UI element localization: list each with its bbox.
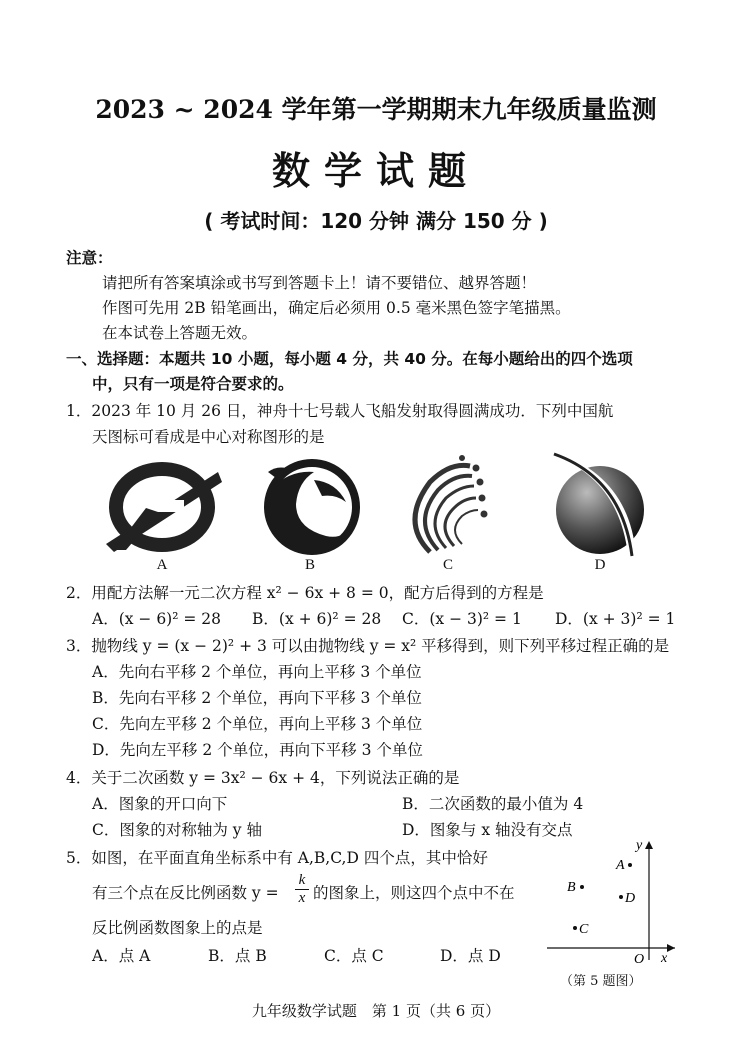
q4-option-c: C．图象的对称轴为 y 轴 bbox=[92, 821, 262, 839]
logo-d-icon bbox=[554, 452, 644, 556]
q1-stem-cont: 天图标可看成是中心对称图形的是 bbox=[92, 428, 325, 446]
logo-a-label: A bbox=[156, 557, 168, 573]
logo-d-label: D bbox=[594, 557, 606, 573]
point-c bbox=[573, 926, 577, 930]
q2-option-b: B．(x + 6)² = 28 bbox=[252, 610, 382, 628]
notes-label: 注意： bbox=[66, 249, 113, 267]
q5-stem-a: 有三个点在反比例函数 y = bbox=[92, 884, 279, 902]
logo-a-icon bbox=[106, 469, 222, 552]
logo-c-icon bbox=[415, 456, 487, 553]
q3-option-b: B．先向右平移 2 个单位，再向下平移 3 个单位 bbox=[92, 689, 422, 707]
y-axis-arrow-icon bbox=[645, 841, 653, 849]
fraction-denominator: x bbox=[298, 890, 306, 906]
logo-b-icon bbox=[268, 463, 356, 551]
section-heading-cont: 中，只有一项是符合要求的。 bbox=[92, 375, 294, 393]
x-axis-label: x bbox=[661, 951, 668, 965]
subject-title: 数学试题 bbox=[271, 148, 480, 193]
q2-option-c: C．(x − 3)² = 1 bbox=[402, 610, 522, 628]
origin-label: O bbox=[634, 952, 645, 965]
q5-option-b: B．点 B bbox=[208, 947, 267, 965]
x-axis-arrow-icon bbox=[667, 944, 675, 952]
q5-option-d: D．点 D bbox=[440, 947, 501, 965]
logo-b-label: B bbox=[304, 557, 315, 573]
section-heading: 一、选择题：本题共 10 小题，每小题 4 分，共 40 分。在每小题给出的四个选项 bbox=[66, 350, 633, 368]
q5-coordinate-figure bbox=[545, 835, 685, 965]
point-b-label: B bbox=[567, 880, 576, 895]
q4-option-d: D．图象与 x 轴没有交点 bbox=[402, 821, 573, 839]
point-b bbox=[580, 885, 584, 889]
q5-stem-b: 的图象上，则这四个点中不在 bbox=[313, 884, 515, 902]
q5-fraction bbox=[295, 872, 309, 907]
exam-meta: ( 考试时间：120 分钟 满分 150 分 ) bbox=[204, 209, 548, 233]
q5-stem-cont: 反比例函数图象上的点是 bbox=[92, 919, 263, 937]
point-a bbox=[628, 863, 632, 867]
point-c-label: C bbox=[579, 922, 589, 937]
note-line: 在本试卷上答题无效。 bbox=[102, 324, 258, 342]
logo-c-label: C bbox=[442, 557, 453, 573]
note-line: 请把所有答案填涂或书写到答题卡上！请不要错位、越界答题！ bbox=[102, 274, 537, 292]
point-a-label: A bbox=[616, 858, 625, 873]
q4-option-b: B．二次函数的最小值为 4 bbox=[402, 795, 584, 813]
q3-option-d: D．先向左平移 2 个单位，再向下平移 3 个单位 bbox=[92, 741, 423, 759]
q5-stem: 5．如图，在平面直角坐标系中有 A,B,C,D 四个点，其中恰好 bbox=[66, 849, 488, 867]
q3-stem: 3．抛物线 y = (x − 2)² + 3 可以由抛物线 y = x² 平移得到，则下列平移过程正确的是 bbox=[66, 637, 670, 655]
page-footer: 九年级数学试题 第 1 页（共 6 页） bbox=[251, 1002, 501, 1020]
point-d-label: D bbox=[625, 891, 636, 906]
q4-option-a: A．图象的开口向下 bbox=[92, 795, 228, 813]
q1-logo-figures bbox=[100, 452, 680, 560]
q4-stem: 4．关于二次函数 y = 3x² − 6x + 4，下列说法正确的是 bbox=[66, 769, 460, 787]
q3-option-a: A．先向右平移 2 个单位，再向上平移 3 个单位 bbox=[92, 663, 422, 681]
exam-title: 2023 ~ 2024 学年第一学期期末九年级质量监测 bbox=[95, 95, 657, 124]
note-line: 作图可先用 2B 铅笔画出，确定后必须用 0.5 毫米黑色签字笔描黑。 bbox=[102, 299, 571, 317]
q1-stem: 1．2023 年 10 月 26 日，神舟十七号载人飞船发射取得圆满成功．下列中国航 bbox=[66, 402, 614, 420]
q5-option-c: C．点 C bbox=[324, 947, 384, 965]
point-d bbox=[619, 895, 623, 899]
fraction-numerator: k bbox=[295, 872, 309, 890]
q2-option-d: D．(x + 3)² = 1 bbox=[555, 610, 676, 628]
q5-option-a: A．点 A bbox=[92, 947, 151, 965]
q2-option-a: A．(x − 6)² = 28 bbox=[92, 610, 222, 628]
q2-stem: 2．用配方法解一元二次方程 x² − 6x + 8 = 0，配方后得到的方程是 bbox=[66, 584, 544, 602]
q3-option-c: C．先向左平移 2 个单位，再向上平移 3 个单位 bbox=[92, 715, 423, 733]
figure-caption: （第 5 题图） bbox=[560, 974, 642, 989]
y-axis-label: y bbox=[636, 838, 643, 853]
